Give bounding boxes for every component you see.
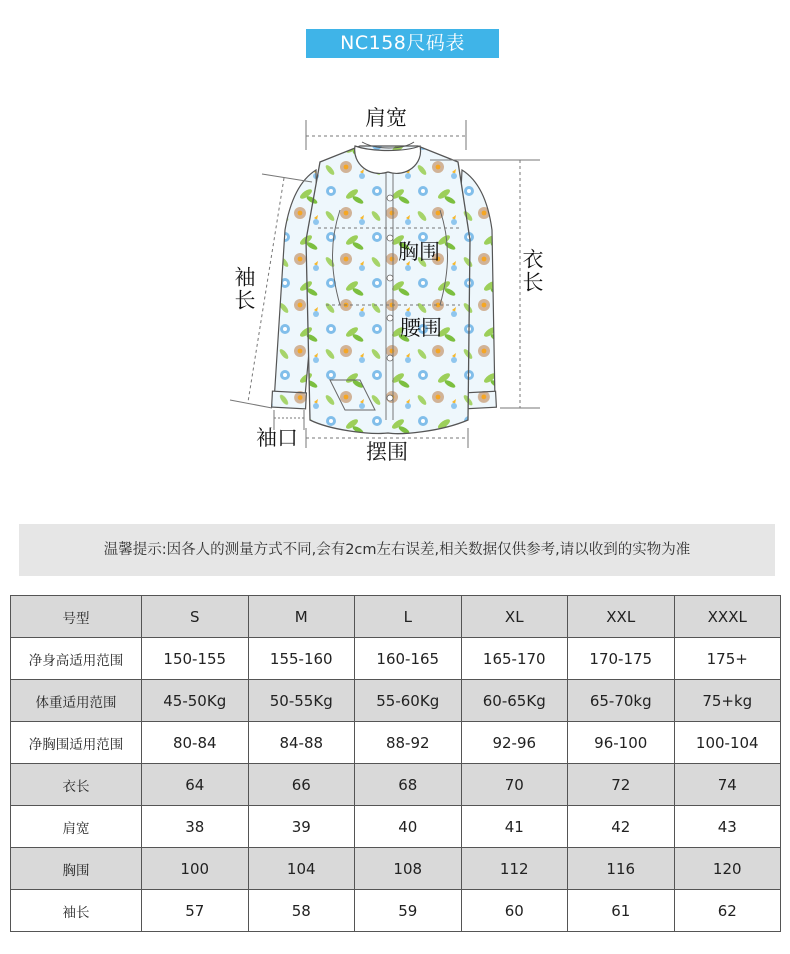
shoulder-label: 肩宽 — [365, 106, 407, 130]
table-cell: 88-92 — [355, 722, 462, 764]
header-cell: M — [248, 596, 355, 638]
table-cell: 42 — [568, 806, 675, 848]
table-cell: 104 — [248, 848, 355, 890]
measurement-notice: 温馨提示:因各人的测量方式不同,会有2cm左右误差,相关数据仅供参考,请以收到的实物为准 — [19, 524, 775, 576]
table-row — [11, 680, 781, 722]
table-cell: 55-60Kg — [355, 680, 462, 722]
table-cell: 100 — [142, 848, 249, 890]
hem-label: 摆围 — [366, 440, 408, 464]
table-cell: 43 — [674, 806, 781, 848]
row-label: 衣长 — [11, 764, 142, 806]
table-cell: 60 — [461, 890, 568, 932]
table-cell: 80-84 — [142, 722, 249, 764]
sleeve-length-label: 袖长 — [232, 266, 256, 312]
table-cell: 66 — [248, 764, 355, 806]
table-cell: 108 — [355, 848, 462, 890]
table-cell: 175+ — [674, 638, 781, 680]
table-cell: 160-165 — [355, 638, 462, 680]
table-cell: 58 — [248, 890, 355, 932]
table-cell: 100-104 — [674, 722, 781, 764]
header-cell: XL — [461, 596, 568, 638]
table-cell: 112 — [461, 848, 568, 890]
header-cell: S — [142, 596, 249, 638]
table-row — [11, 848, 781, 890]
table-row — [11, 890, 781, 932]
header-cell: XXL — [568, 596, 675, 638]
table-cell: 155-160 — [248, 638, 355, 680]
table-cell: 39 — [248, 806, 355, 848]
page-title: NC158尺码表 — [306, 29, 499, 58]
table-cell: 45-50Kg — [142, 680, 249, 722]
length-label: 衣长 — [520, 248, 544, 294]
table-cell: 170-175 — [568, 638, 675, 680]
row-label: 胸围 — [11, 848, 142, 890]
chest-label: 胸围 — [398, 240, 440, 264]
table-row — [11, 638, 781, 680]
table-cell: 59 — [355, 890, 462, 932]
table-cell: 116 — [568, 848, 675, 890]
shirt-illustration — [0, 90, 790, 480]
table-cell: 96-100 — [568, 722, 675, 764]
table-cell: 38 — [142, 806, 249, 848]
table-cell: 57 — [142, 890, 249, 932]
row-label: 净胸围适用范围 — [11, 722, 142, 764]
table-header-row — [11, 596, 781, 638]
row-label: 净身高适用范围 — [11, 638, 142, 680]
garment-measurement-diagram — [0, 90, 790, 480]
table-cell: 50-55Kg — [248, 680, 355, 722]
row-label: 体重适用范围 — [11, 680, 142, 722]
table-cell: 68 — [355, 764, 462, 806]
table-cell: 60-65Kg — [461, 680, 568, 722]
table-cell: 74 — [674, 764, 781, 806]
table-row — [11, 764, 781, 806]
table-cell: 62 — [674, 890, 781, 932]
table-cell: 84-88 — [248, 722, 355, 764]
table-cell: 165-170 — [461, 638, 568, 680]
table-cell: 40 — [355, 806, 462, 848]
table-cell: 75+kg — [674, 680, 781, 722]
table-cell: 150-155 — [142, 638, 249, 680]
header-cell: XXXL — [674, 596, 781, 638]
table-cell: 41 — [461, 806, 568, 848]
table-cell: 92-96 — [461, 722, 568, 764]
table-cell: 70 — [461, 764, 568, 806]
table-cell: 120 — [674, 848, 781, 890]
header-cell: L — [355, 596, 462, 638]
table-cell: 64 — [142, 764, 249, 806]
table-cell: 61 — [568, 890, 675, 932]
table-cell: 72 — [568, 764, 675, 806]
row-label: 袖长 — [11, 890, 142, 932]
header-cell: 号型 — [11, 596, 142, 638]
table-cell: 65-70kg — [568, 680, 675, 722]
table-row — [11, 722, 781, 764]
table-row — [11, 806, 781, 848]
waist-label: 腰围 — [400, 316, 442, 340]
size-chart-table — [10, 595, 781, 932]
cuff-label: 袖口 — [256, 426, 298, 450]
row-label: 肩宽 — [11, 806, 142, 848]
